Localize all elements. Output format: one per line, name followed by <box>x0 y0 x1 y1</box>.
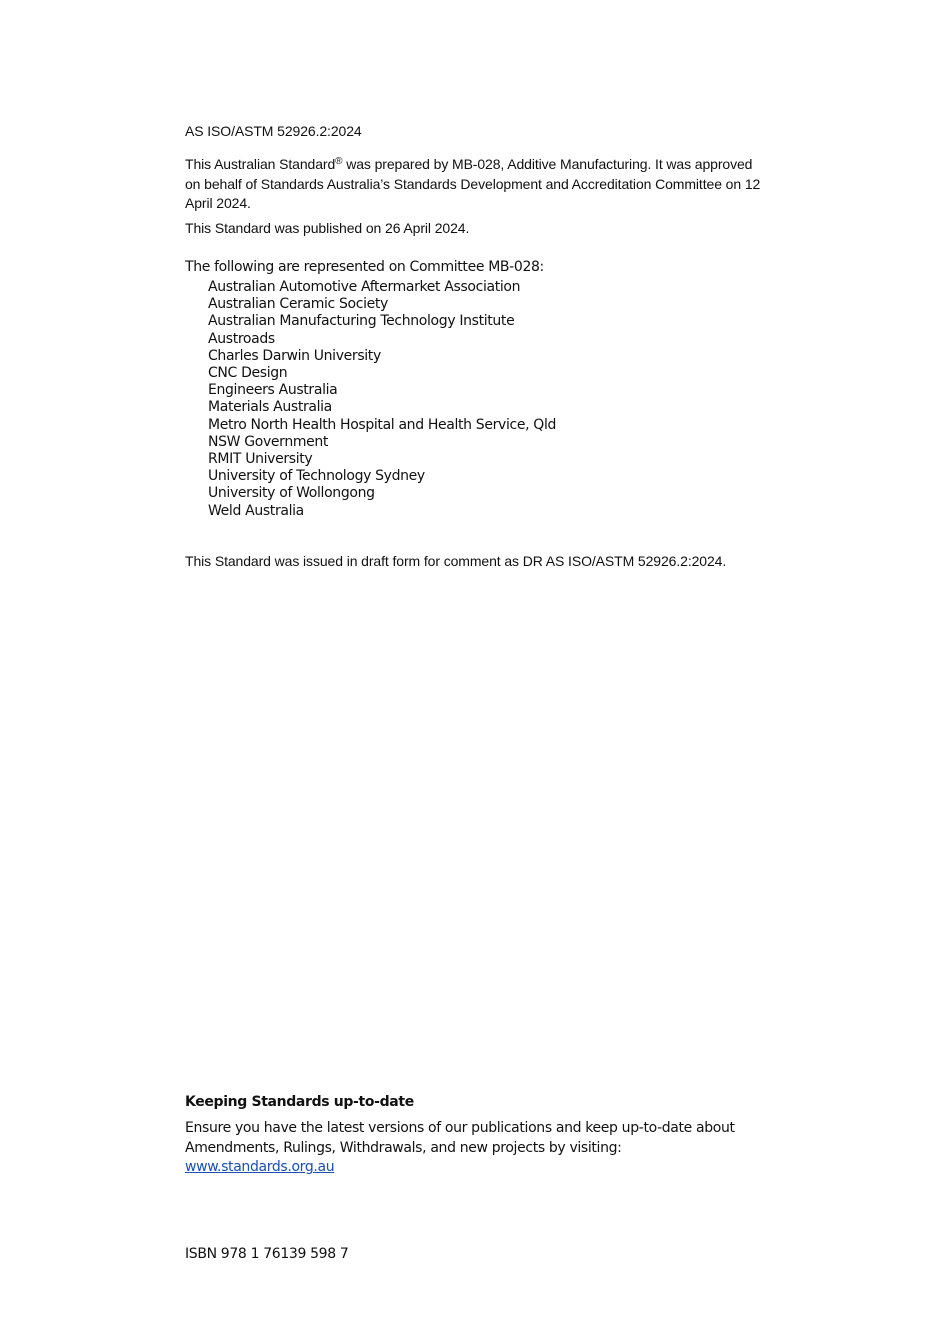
committee-member: Charles Darwin University <box>208 347 381 364</box>
committee-member: NSW Government <box>208 433 329 450</box>
standards-website-link[interactable]: www.standards.org.au <box>185 1159 335 1176</box>
committee-member: Australian Ceramic Society <box>208 296 388 313</box>
preparation-text-end: was prepared by MB-028, Additive Manufacturing. It was approved on behalf of Standards Australia’s Standards Development and Accreditation Committee on 12 April 2024. <box>185 156 761 211</box>
keeping-up-to-date-body <box>185 1119 785 1178</box>
committee-member: Engineers Australia <box>208 382 338 399</box>
committee-intro: The following are represented on Committee MB-028: <box>185 259 544 275</box>
registered-mark: ® <box>335 156 343 167</box>
committee-member: Australian Automotive Aftermarket Association <box>208 279 521 295</box>
keeping-up-to-date-heading: Keeping Standards up-to-date <box>185 1094 414 1110</box>
draft-note: This Standard was issued in draft form for comment as DR AS ISO/ASTM 52926.2:2024. <box>185 553 727 569</box>
preparation-statement <box>185 155 765 214</box>
preparation-text-start: This Australian Standard <box>185 156 336 172</box>
committee-member: Australian Manufacturing Technology Institute <box>208 313 515 330</box>
committee-member: RMIT University <box>208 451 313 468</box>
publication-date-statement: This Standard was published on 26 April 2024. <box>185 220 470 236</box>
keeping-up-to-date-text: Ensure you have the latest versions of our publications and keep up-to-date about Amendments, Rulings, Withdrawals, and new projects by visiting: <box>185 1120 735 1156</box>
document-id: AS ISO/ASTM 52926.2:2024 <box>185 123 362 139</box>
committee-member: University of Wollongong <box>208 485 375 502</box>
committee-member: Materials Australia <box>208 399 332 416</box>
committee-member: University of Technology Sydney <box>208 468 425 485</box>
isbn: ISBN 978 1 76139 598 7 <box>185 1246 349 1262</box>
committee-member: CNC Design <box>208 365 288 382</box>
committee-member-list <box>208 279 556 520</box>
committee-member: Metro North Health Hospital and Health Service, Qld <box>208 416 557 433</box>
committee-member: Weld Australia <box>208 502 304 519</box>
committee-member: Austroads <box>208 330 275 347</box>
